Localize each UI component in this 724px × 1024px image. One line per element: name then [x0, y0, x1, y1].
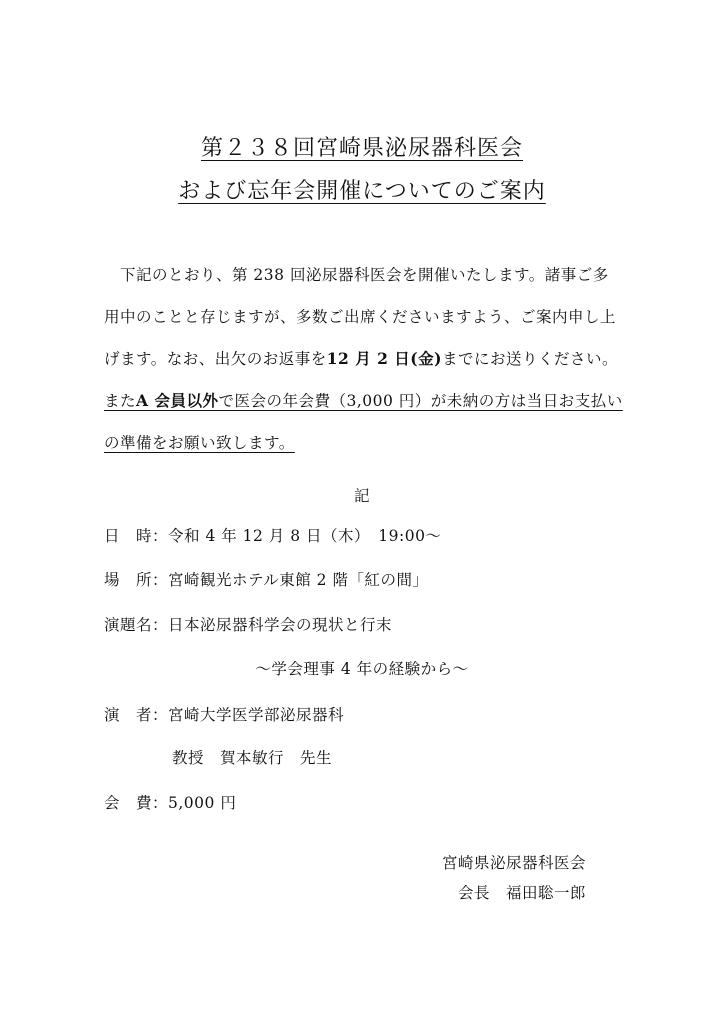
signature-organization: 宮崎県泌尿器科医会 — [441, 854, 586, 872]
topic-subtitle: ～学会理事 4 年の経験から～ — [255, 660, 469, 678]
fee-notice — [104, 392, 623, 452]
signature-president: 会長 福田聡一郎 — [457, 884, 586, 902]
fee-notice-text-b: で医会の年会費（3,000 円）が未納の方は当日お支払いの準備をお願い致します。 — [104, 392, 623, 452]
reply-deadline: 12 月 2 日(金) — [326, 349, 442, 368]
place-value: 宮崎観光ホテル東館 2 階「紅の間」 — [168, 571, 429, 589]
place-label: 場 所： — [104, 571, 169, 589]
intro-text-b: までにお送りください。 — [441, 350, 618, 368]
document-title-line1: 第２３８回宮崎県泌尿器科医会 — [200, 136, 523, 161]
detail-topic — [104, 613, 392, 635]
fee-value: 5,000 円 — [168, 794, 237, 812]
topic-value: 日本泌尿器科学会の現状と行末 — [168, 616, 393, 634]
speaker-name: 教授 賀本敏行 先生 — [172, 749, 333, 767]
fee-notice-emphasis: A 会員以外 — [136, 391, 219, 410]
fee-label: 会 費： — [104, 794, 169, 812]
ki-heading: 記 — [353, 487, 370, 505]
detail-speaker — [104, 703, 344, 725]
fee-notice-text-a: また — [104, 392, 137, 410]
intro-paragraph — [104, 254, 624, 464]
date-label: 日 時： — [104, 527, 169, 545]
date-value: 令和 4 年 12 月 8 日（木） 19:00～ — [168, 527, 442, 545]
detail-place — [104, 568, 428, 590]
intro-text-a: 下記のとおり、第 238 回泌尿器科医会を開催いたします。諸事ご多用中のことと存じますが、多数ご出席くださいますよう、ご案内申し上げます。なお、出欠のお返事を — [104, 266, 617, 368]
topic-label: 演題名： — [104, 616, 169, 634]
document-title-line2: および忘年会開催についてのご案内 — [178, 179, 546, 204]
speaker-affiliation: 宮崎大学医学部泌尿器科 — [168, 706, 345, 724]
detail-fee — [104, 791, 236, 813]
speaker-label: 演 者： — [104, 706, 169, 724]
detail-date — [104, 524, 441, 546]
